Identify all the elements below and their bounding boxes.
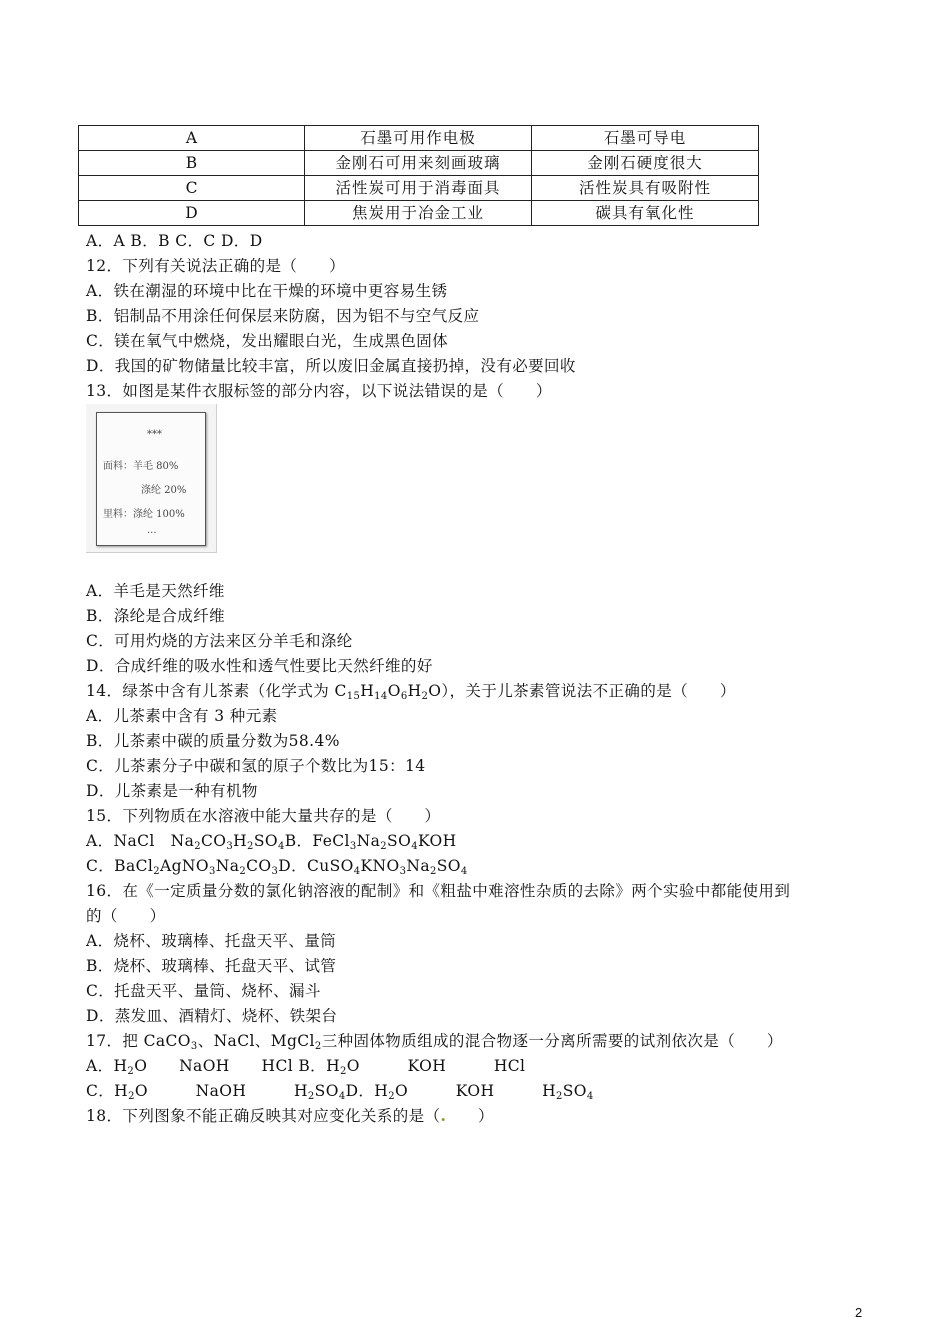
q11-answer-options: A．A B．B C．C D．D <box>86 232 263 250</box>
q12-option-b: B．铝制品不用涂任何保层来防腐，因为铝不与空气反应 <box>86 307 480 325</box>
table-row <box>79 151 759 176</box>
q16-option-d: D．蒸发皿、酒精灯、烧杯、铁架台 <box>86 1007 338 1025</box>
table-cell-option: B <box>79 151 305 176</box>
q14-option-d: D．儿茶素是一种有机物 <box>86 782 258 800</box>
q13-option-b: B．涤纶是合成纤维 <box>86 607 225 625</box>
q15-options-cd: C．$BaCl_2AgNO_3Na_2CO_3D$．$CuSO_4KNO_3Na_2SO_4$ <box>86 857 468 877</box>
page-number: 2 <box>855 1305 863 1320</box>
q12-stem: 12．下列有关说法正确的是（ ） <box>86 257 346 275</box>
q17-options-ab: A．$H_2O$ NaOH HCl B．$H_2O$ KOH HCl <box>86 1057 526 1077</box>
label-dots-bottom: ... <box>147 525 157 536</box>
q18-dot: . <box>440 1106 447 1125</box>
table-cell-property: 活性炭具有吸附性 <box>532 176 759 201</box>
q17-options-cd: C．$H_2O$ NaOH $H_2SO_4D$．$H_2O$ KOH $H_2SO_4$ <box>86 1082 594 1102</box>
q15-stem: 15．下列物质在水溶液中能大量共存的是（ ） <box>86 807 441 825</box>
table-row <box>79 201 759 226</box>
q13-option-a: A．羊毛是天然纤维 <box>86 582 225 600</box>
q12-option-c: C．镁在氧气中燃烧，发出耀眼白光，生成黑色固体 <box>86 332 449 350</box>
table-cell-use: 活性炭可用于消毒面具 <box>305 176 532 201</box>
q16-option-c: C．托盘天平、量筒、烧杯、漏斗 <box>86 982 321 1000</box>
q15-options-ab: A．NaCl $Na_2CO_3H_2SO_4B$．$FeCl_3Na_2SO_4KOH$ <box>86 832 457 852</box>
table-cell-property: 碳具有氧化性 <box>532 201 759 226</box>
q13-option-d: D．合成纤维的吸水性和透气性要比天然纤维的好 <box>86 657 433 675</box>
q16-stem-line2: 的（ ） <box>86 907 166 925</box>
q14-option-b: B．儿茶素中碳的质量分数为58.4% <box>86 732 340 750</box>
label-lining: 里料：涤纶 100% <box>103 509 185 520</box>
answer-table <box>78 125 759 226</box>
q17-stem: 17．把 CaCO$_3$、NaCl、MgCl$_2$三种固体物质组成的混合物逐一分离所需要的试剂依次是（ ） <box>86 1032 783 1052</box>
table-row <box>79 126 759 151</box>
q14-option-a: A．儿茶素中含有 3 种元素 <box>86 707 278 725</box>
label-dots: *** <box>147 429 162 440</box>
q18-stem: 18．下列图象不能正确反映其对应变化关系的是（. ） <box>86 1106 494 1125</box>
label-fabric: 面料：羊毛 80% <box>103 461 179 472</box>
clothing-label-card <box>96 412 206 546</box>
table-cell-use: 焦炭用于冶金工业 <box>305 201 532 226</box>
table-cell-property: 金刚石硬度很大 <box>532 151 759 176</box>
label-fabric-2: 涤纶 20% <box>141 485 187 496</box>
q12-option-a: A．铁在潮湿的环境中比在干燥的环境中更容易生锈 <box>86 282 448 300</box>
table-cell-option: C <box>79 176 305 201</box>
q14-stem: 14．绿茶中含有儿茶素（化学式为 $C_{15}H_{14}O_6H_2O$），关于儿茶素管说法不正确的是（ ） <box>86 682 736 702</box>
q13-option-c: C．可用灼烧的方法来区分羊毛和涤纶 <box>86 632 353 650</box>
q16-stem-line1: 16．在《一定质量分数的氯化钠溶液的配制》和《粗盐中难溶性杂质的去除》两个实验中都能使用到 <box>86 882 791 900</box>
q14-option-c: C．儿茶素分子中碳和氢的原子个数比为15：14 <box>86 757 426 775</box>
table-cell-use: 石墨可用作电极 <box>305 126 532 151</box>
table-cell-option: D <box>79 201 305 226</box>
q13-stem: 13．如图是某件衣服标签的部分内容，以下说法错误的是（ ） <box>86 382 552 400</box>
table-cell-use: 金刚石可用来刻画玻璃 <box>305 151 532 176</box>
table-cell-property: 石墨可导电 <box>532 126 759 151</box>
q16-option-a: A．烧杯、玻璃棒、托盘天平、量筒 <box>86 932 337 950</box>
table-row <box>79 176 759 201</box>
q12-option-d: D．我国的矿物储量比较丰富，所以废旧金属直接扔掉，没有必要回收 <box>86 357 576 375</box>
clothing-label-image <box>86 404 217 553</box>
table-cell-option: A <box>79 126 305 151</box>
q16-option-b: B．烧杯、玻璃棒、托盘天平、试管 <box>86 957 337 975</box>
